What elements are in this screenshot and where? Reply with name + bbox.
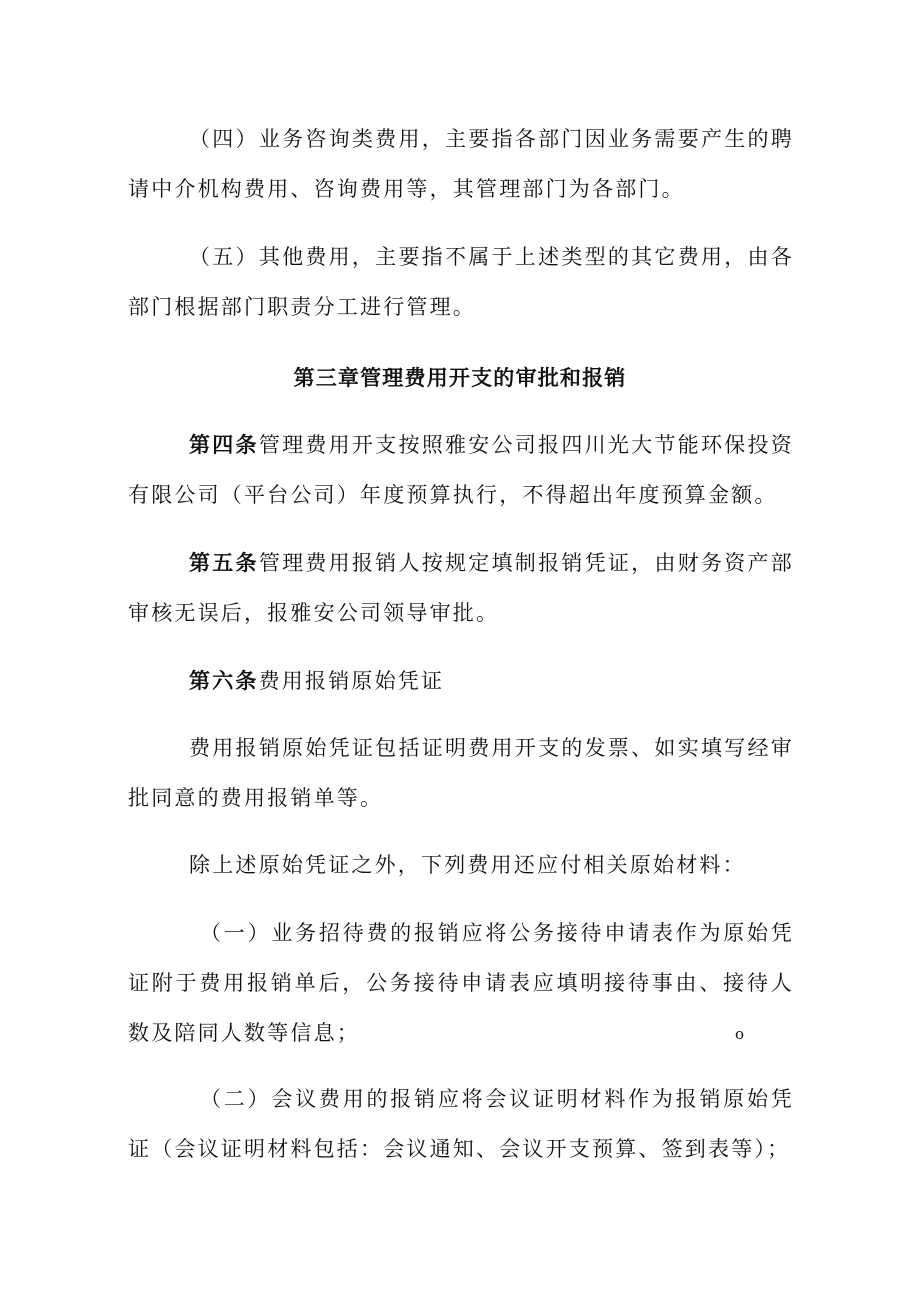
article-4-label: 第四条 (189, 432, 259, 457)
chapter-title: 第三章管理费用开支的审批和报销 (293, 365, 627, 390)
article-6 (128, 656, 794, 706)
stray-mark: o (735, 1025, 745, 1043)
article-5 (128, 538, 794, 638)
article-5-label: 第五条 (189, 550, 259, 575)
list-item-meeting-fees: （二）会议费用的报销应将会议证明材料作为报销原始凭证（会议证明材料包括：会议通知、会议开支预算、签到表等）； (128, 1087, 794, 1161)
paragraph-additional-materials: 除上述原始凭证之外，下列费用还应付相关原始材料： (189, 853, 746, 877)
paragraph-business-consulting-fees: （四）业务咨询类费用，主要指各部门因业务需要产生的聘请中介机构费用、咨询费用等，其管理部门为各部门。 (128, 127, 794, 201)
article-6-text: 费用报销原始凭证 (258, 669, 445, 693)
article-4-text: 管理费用开支按照雅安公司报四川光大节能环保投资有限公司（平台公司）年度预算执行，不得超出年度预算金额。 (128, 433, 794, 507)
list-item-entertainment-fees: （一）业务招待费的报销应将公务接待申请表作为原始凭证附于费用报销单后，公务接待申请表应填明接待事由、接待人数及陪同人数等信息； (128, 921, 794, 1045)
paragraph-other-fees: （五）其他费用，主要指不属于上述类型的其它费用，由各部门根据部门职责分工进行管理。 (128, 245, 794, 319)
article-6-label: 第六条 (189, 668, 259, 693)
paragraph-original-vouchers: 费用报销原始凭证包括证明费用开支的发票、如实填写经审批同意的费用报销单等。 (128, 736, 794, 810)
article-5-text: 管理费用报销人按规定填制报销凭证，由财务资产部审核无误后，报雅安公司领导审批。 (128, 551, 794, 625)
article-4 (128, 420, 794, 520)
